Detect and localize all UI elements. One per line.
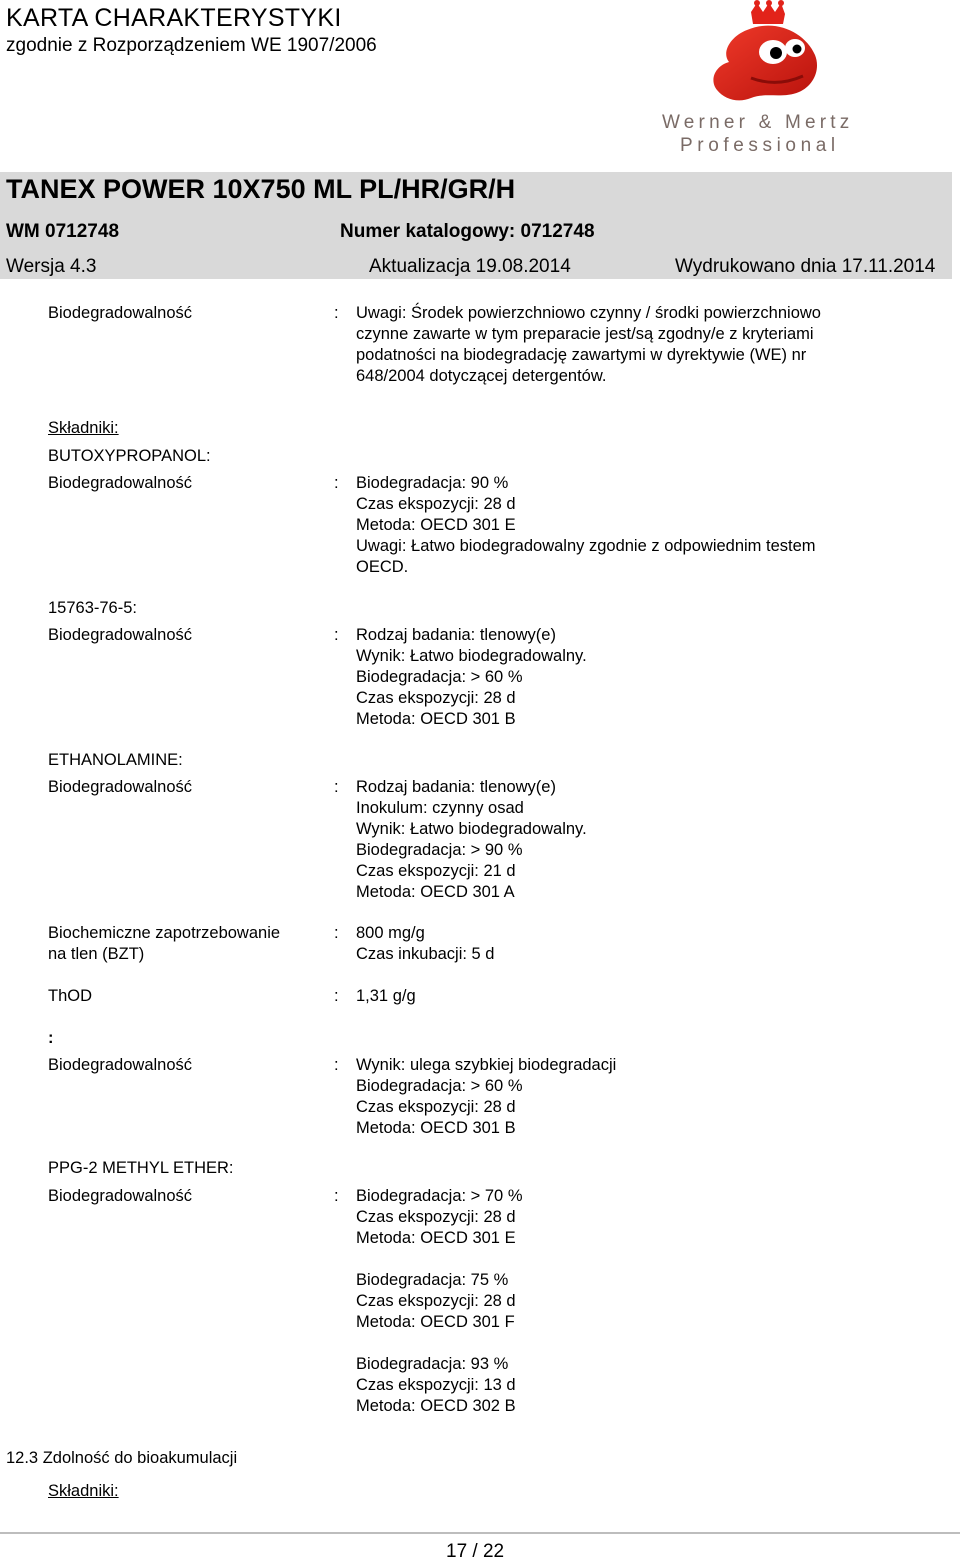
text-line: Biodegradacja: > 90 % bbox=[356, 841, 523, 859]
row-colon: : bbox=[334, 987, 339, 1005]
substance-name: PPG-2 METHYL ETHER: bbox=[48, 1159, 234, 1177]
substance-name: BUTOXYPROPANOL: bbox=[48, 447, 211, 465]
text-line: Metoda: OECD 301 B bbox=[356, 710, 516, 728]
text-line: Biodegradacja: 75 % bbox=[356, 1271, 509, 1289]
spacer bbox=[356, 1333, 896, 1354]
ingredients-heading: Składniki: bbox=[48, 1482, 119, 1500]
butoxy-values bbox=[356, 473, 896, 578]
version: Wersja 4.3 bbox=[6, 256, 97, 277]
document-subtitle: zgodnie z Rozporządzeniem WE 1907/2006 bbox=[6, 35, 377, 56]
row-colon: : bbox=[334, 924, 339, 942]
text-line: Wynik: ulega szybkiej biodegradacji bbox=[356, 1056, 617, 1074]
catalog-number: Numer katalogowy: 0712748 bbox=[340, 221, 595, 242]
text-line: Rodzaj badania: tlenowy(e) bbox=[356, 778, 556, 796]
row-colon: : bbox=[334, 778, 339, 796]
text-line: Uwagi: Środek powierzchniowo czynny / środki powierzchniowo bbox=[356, 304, 821, 322]
text-line: Czas ekspozycji: 28 d bbox=[356, 1208, 516, 1226]
text-line: Czas ekspozycji: 28 d bbox=[356, 689, 516, 707]
text-line: Biodegradacja: 93 % bbox=[356, 1355, 509, 1373]
section-heading: 12.3 Zdolność do bioakumulacji bbox=[6, 1449, 238, 1467]
row-label: Biodegradowalność bbox=[48, 474, 193, 492]
text-line: Metoda: OECD 301 E bbox=[356, 516, 516, 534]
wm-number: WM 0712748 bbox=[6, 221, 120, 242]
text-line: Czas ekspozycji: 28 d bbox=[356, 1292, 516, 1310]
text-line: Wynik: Łatwo biodegradowalny. bbox=[356, 820, 587, 838]
text-line: Czas ekspozycji: 28 d bbox=[356, 495, 516, 513]
substance-name: ETHANOLAMINE: bbox=[48, 751, 183, 769]
text-line: OECD. bbox=[356, 558, 409, 576]
text-line: Czas ekspozycji: 13 d bbox=[356, 1376, 516, 1394]
ethanol-values-2 bbox=[356, 1055, 896, 1139]
text-line: Metoda: OECD 301 E bbox=[356, 1229, 516, 1247]
row-colon: : bbox=[334, 1056, 339, 1074]
row-label: Biodegradowalność bbox=[48, 778, 193, 796]
ingredients-heading: Składniki: bbox=[48, 419, 119, 437]
text-line: Uwagi: Łatwo biodegradowalny zgodnie z odpowiednim testem bbox=[356, 537, 816, 555]
bzt-values bbox=[356, 923, 896, 965]
row-label: Biodegradowalność bbox=[48, 1056, 193, 1074]
substance-name: 15763-76-5: bbox=[48, 599, 137, 617]
page-number: 17 / 22 bbox=[446, 1541, 505, 1562]
text-line: czynne zawarte w tym preparacie jest/są zgodny/e z kryteriami bbox=[356, 325, 814, 343]
text-line: Inokulum: czynny osad bbox=[356, 799, 524, 817]
row-colon: : bbox=[334, 626, 339, 644]
text-line: Biochemiczne zapotrzebowanie bbox=[48, 924, 281, 942]
text-line: Czas ekspozycji: 21 d bbox=[356, 862, 516, 880]
footer-divider bbox=[0, 1532, 960, 1534]
text-line: Metoda: OECD 301 F bbox=[356, 1313, 515, 1331]
text-line: 800 mg/g bbox=[356, 924, 425, 942]
text-line: Czas inkubacji: 5 d bbox=[356, 945, 495, 963]
thod-label: ThOD bbox=[48, 987, 93, 1005]
cas-values bbox=[356, 625, 896, 730]
text-line: Metoda: OECD 302 B bbox=[356, 1397, 516, 1415]
text-line: Rodzaj badania: tlenowy(e) bbox=[356, 626, 556, 644]
stray-colon: : bbox=[48, 1029, 54, 1047]
text-line: Biodegradacja: 90 % bbox=[356, 474, 509, 492]
row-label: Biodegradowalność bbox=[48, 1187, 193, 1205]
update-date: Aktualizacja 19.08.2014 bbox=[369, 256, 571, 277]
intro-note bbox=[356, 303, 896, 387]
text-line: Wynik: Łatwo biodegradowalny. bbox=[356, 647, 587, 665]
row-colon: : bbox=[334, 474, 339, 492]
row-colon: : bbox=[334, 304, 339, 322]
print-date: Wydrukowano dnia 17.11.2014 bbox=[675, 256, 936, 277]
text-line: Metoda: OECD 301 A bbox=[356, 883, 515, 901]
text-line: Biodegradacja: > 70 % bbox=[356, 1187, 523, 1205]
row-label: Biodegradowalność bbox=[48, 626, 193, 644]
thod-value: 1,31 g/g bbox=[356, 987, 416, 1005]
product-name: TANEX POWER 10X750 ML PL/HR/GR/H bbox=[6, 174, 516, 204]
row-colon: : bbox=[334, 1187, 339, 1205]
text-line: podatności na biodegradację zawartymi w dyrektywie (WE) nr bbox=[356, 346, 807, 364]
text-line: na tlen (BZT) bbox=[48, 945, 145, 963]
bzt-label bbox=[48, 923, 280, 965]
ppg-values bbox=[356, 1186, 896, 1417]
text-line: Metoda: OECD 301 B bbox=[356, 1119, 516, 1137]
spacer bbox=[356, 1249, 896, 1270]
text-line: Czas ekspozycji: 28 d bbox=[356, 1098, 516, 1116]
ethanol-values bbox=[356, 777, 896, 903]
text-line: Biodegradacja: > 60 % bbox=[356, 1077, 523, 1095]
logo-brand-name: Werner & Mertz bbox=[662, 112, 854, 133]
logo-brand-tagline: Professional bbox=[680, 135, 840, 156]
text-line: 648/2004 dotyczącej detergentów. bbox=[356, 367, 607, 385]
document-title: KARTA CHARAKTERYSTYKI bbox=[6, 4, 342, 32]
text-line: Biodegradacja: > 60 % bbox=[356, 668, 523, 686]
row-label: Biodegradowalność bbox=[48, 304, 193, 322]
